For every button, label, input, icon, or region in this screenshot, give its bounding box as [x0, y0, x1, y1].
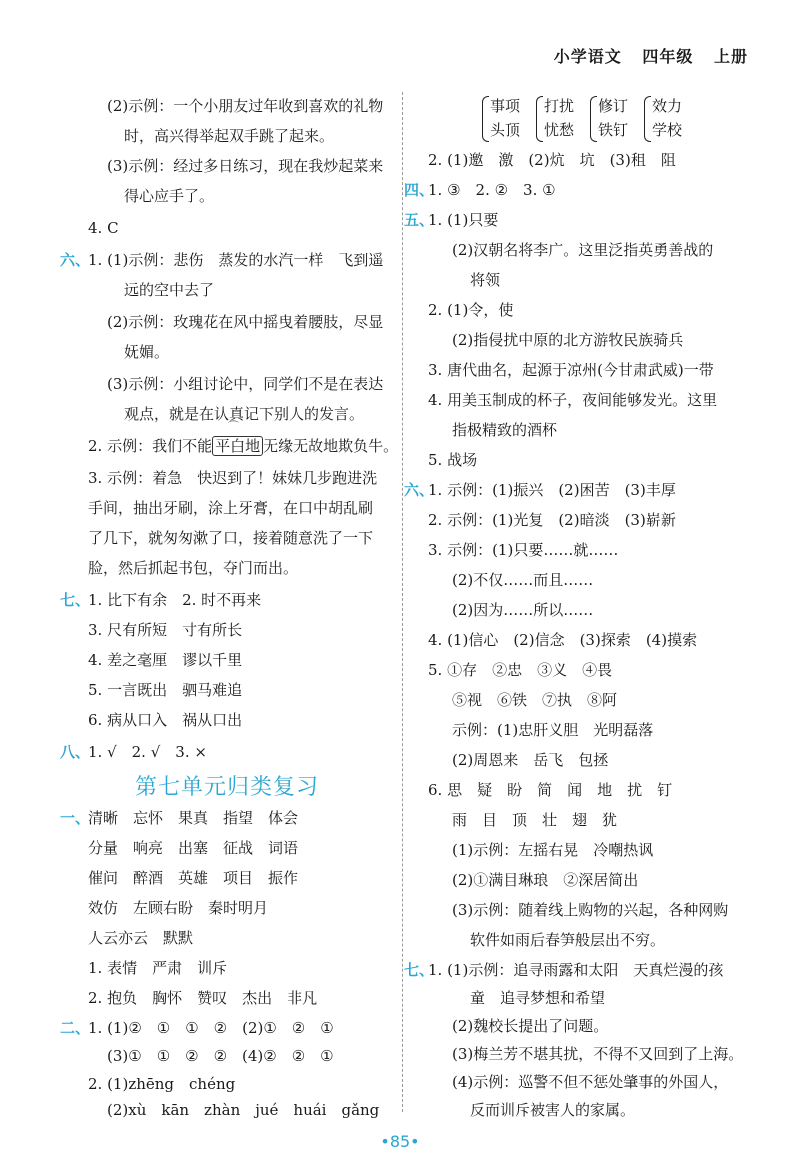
answer-line: 1. (1)示例：悲伤 蒸发的水汽一样 飞到遥 [88, 251, 384, 269]
brace-icon [482, 96, 489, 142]
word: 效力 [652, 97, 683, 115]
answer-line: 1. (1)示例：追寻雨露和太阳 天真烂漫的孩 [428, 961, 724, 979]
answer-line: 示例：(1)忠肝义胆 光明磊落 [452, 721, 654, 739]
answer-line: 2. (1)zhēng chéng [88, 1075, 236, 1093]
section-marker: 二、 [60, 1019, 91, 1037]
word: 事项 [490, 97, 521, 115]
word: 头顶 [490, 121, 521, 139]
answer-line: (3)① ① ② ② (4)② ② ① [107, 1047, 334, 1065]
answer-line: (3)示例：经过多日练习，现在我炒起菜来 [107, 157, 384, 175]
answer-line: (3)示例：小组讨论中，同学们不是在表达 [107, 375, 384, 393]
answer-line: (2)不仅……而且…… [452, 571, 594, 589]
answer-line: 妩媚。 [124, 343, 170, 361]
section-marker: 七、 [60, 591, 91, 609]
section-marker: 七、 [404, 961, 435, 979]
answer-line: 2. (1)邀 激 (2)炕 坑 (3)租 阻 [428, 151, 676, 169]
header-subject: 小学语文 [553, 47, 622, 66]
answer-line: 童 追寻梦想和希望 [470, 989, 606, 1007]
answer-line: 6. 思 疑 盼 简 闻 地 扰 钉 [428, 781, 673, 799]
answer-line: 3. 示例：着急 快迟到了！妹妹几步跑进洗 [88, 469, 378, 487]
answer-line: 软件如雨后春笋般层出不穷。 [470, 931, 666, 949]
answer-line: 清晰 忘怀 果真 指望 体会 [88, 809, 299, 827]
answer-line: 1. 示例：(1)振兴 (2)困苦 (3)丰厚 [428, 481, 676, 499]
page-header [540, 44, 748, 67]
section-marker: 五、 [404, 211, 435, 229]
answer-line: 3. 唐代曲名，起源于凉州(今甘肃武威)一带 [428, 361, 714, 379]
word: 学校 [652, 121, 683, 139]
answer-line: 1. 表情 严肃 训斥 [88, 959, 228, 977]
word: 忧愁 [544, 121, 575, 139]
answer-text: 无缘无故地欺负牛。 [263, 437, 399, 455]
answer-line: 指极精致的酒杯 [452, 421, 558, 439]
answer-line: (2)①满目琳琅 ②深居简出 [452, 871, 639, 889]
answer-line: (2)汉朝名将李广。这里泛指英勇善战的 [452, 241, 714, 259]
answer-line: 雨 目 顶 壮 翅 犹 [452, 811, 618, 829]
word-group [490, 94, 520, 142]
header-volume: 上册 [713, 47, 748, 66]
section-title: 第七单元归类复习 [135, 775, 320, 800]
answer-line: 5. ①存 ②忠 ③义 ④畏 [428, 661, 613, 679]
answer-line: (2)示例：玫瑰花在风中摇曳着腰肢，尽显 [107, 313, 384, 331]
answer-line: 1. ③ 2. ② 3. ① [428, 181, 556, 199]
section-marker: 八、 [60, 743, 91, 761]
answer-line: (2)因为……所以…… [452, 601, 594, 619]
answer-line: (3)梅兰芳不堪其扰，不得不又回到了上海。 [452, 1045, 744, 1063]
answer-line: 1. (1)② ① ① ② (2)① ② ① [88, 1019, 334, 1037]
column-divider [402, 92, 403, 1112]
answer-line: 3. 尺有所短 寸有所长 [88, 621, 243, 639]
brace-icon [536, 96, 543, 142]
section-marker: 四、 [404, 181, 435, 199]
answer-line: 观点，就是在认真记下别人的发言。 [124, 405, 365, 423]
insertion-caret-icon: ⌒ [228, 420, 239, 433]
answer-line: ⑤视 ⑥铁 ⑦执 ⑧阿 [452, 691, 618, 709]
word: 修订 [598, 97, 629, 115]
answer-line: 6. 病从口入 祸从口出 [88, 711, 243, 729]
answer-line: 人云亦云 默默 [88, 929, 194, 947]
answer-line: 分量 响亮 出塞 征战 词语 [88, 839, 299, 857]
word: 打扰 [544, 97, 575, 115]
word-group [544, 94, 574, 142]
answer-line: 4. 用美玉制成的杯子，夜间能够发光。这里 [428, 391, 718, 409]
answer-line: 4. 差之毫厘 谬以千里 [88, 651, 243, 669]
answer-line: 远的空中去了 [124, 281, 215, 299]
answer-line: 1. √ 2. √ 3. × [88, 743, 207, 761]
section-marker: 一、 [60, 809, 91, 827]
answer-line: 2. 抱负 胸怀 赞叹 杰出 非凡 [88, 989, 318, 1007]
answer-line: 4. C [88, 219, 119, 237]
answer-line: 时，高兴得举起双手跳了起来。 [124, 127, 335, 145]
answer-line: 效仿 左顾右盼 秦时明月 [88, 899, 269, 917]
word: 铁钉 [598, 121, 629, 139]
answer-line: 2. 示例：(1)光复 (2)暗淡 (3)崭新 [428, 511, 676, 529]
answer-text: 2. 示例：我们不能 [88, 437, 213, 455]
answer-line: 了几下，就匆匆漱了口，接着随意洗了一下 [88, 529, 374, 547]
answer-line: 脸，然后抓起书包，夺门而出。 [88, 559, 299, 577]
header-grade: 四年级 [642, 47, 694, 66]
answer-line: (2)周恩来 岳飞 包拯 [452, 751, 609, 769]
answer-line: (2)示例：一个小朋友过年收到喜欢的礼物 [107, 97, 384, 115]
answer-line: (1)示例：左摇右晃 冷嘲热讽 [452, 841, 654, 859]
answer-line: 1. (1)只要 [428, 211, 499, 229]
answer-line: 5. 战场 [428, 451, 478, 469]
answer-line: 1. 比下有余 2. 时不再来 [88, 591, 262, 609]
answer-line: (2)xù kān zhàn jué huái gǎng [107, 1101, 380, 1119]
answer-line: 3. 示例：(1)只要……就…… [428, 541, 619, 559]
answer-line: (3)示例：随着线上购物的兴起，各种网购 [452, 901, 729, 919]
answer-line: (2)魏校长提出了问题。 [452, 1017, 609, 1035]
answer-line [88, 436, 398, 456]
answer-line: 催问 醉酒 英雄 项目 振作 [88, 869, 299, 887]
answer-line: (4)示例：巡警不但不惩处肇事的外国人， [452, 1073, 729, 1091]
inserted-word-box: 平白地 [212, 436, 263, 456]
section-marker: 六、 [60, 251, 91, 269]
brace-icon [590, 96, 597, 142]
answer-line: (2)指侵扰中原的北方游牧民族骑兵 [452, 331, 684, 349]
answer-line: 反而训斥被害人的家属。 [470, 1101, 636, 1119]
word-group [598, 94, 628, 142]
answer-line: 将领 [470, 271, 501, 289]
answer-line: 5. 一言既出 驷马难追 [88, 681, 243, 699]
page-number: •85• [380, 1132, 420, 1151]
section-marker: 六、 [404, 481, 435, 499]
answer-line: 得心应手了。 [124, 187, 215, 205]
answer-line: 2. (1)令，使 [428, 301, 514, 319]
brace-icon [644, 96, 651, 142]
answer-line: 手间，抽出牙刷，涂上牙膏，在口中胡乱刷 [88, 499, 374, 517]
word-group [652, 94, 682, 142]
answer-line: 4. (1)信心 (2)信念 (3)探索 (4)摸索 [428, 631, 698, 649]
